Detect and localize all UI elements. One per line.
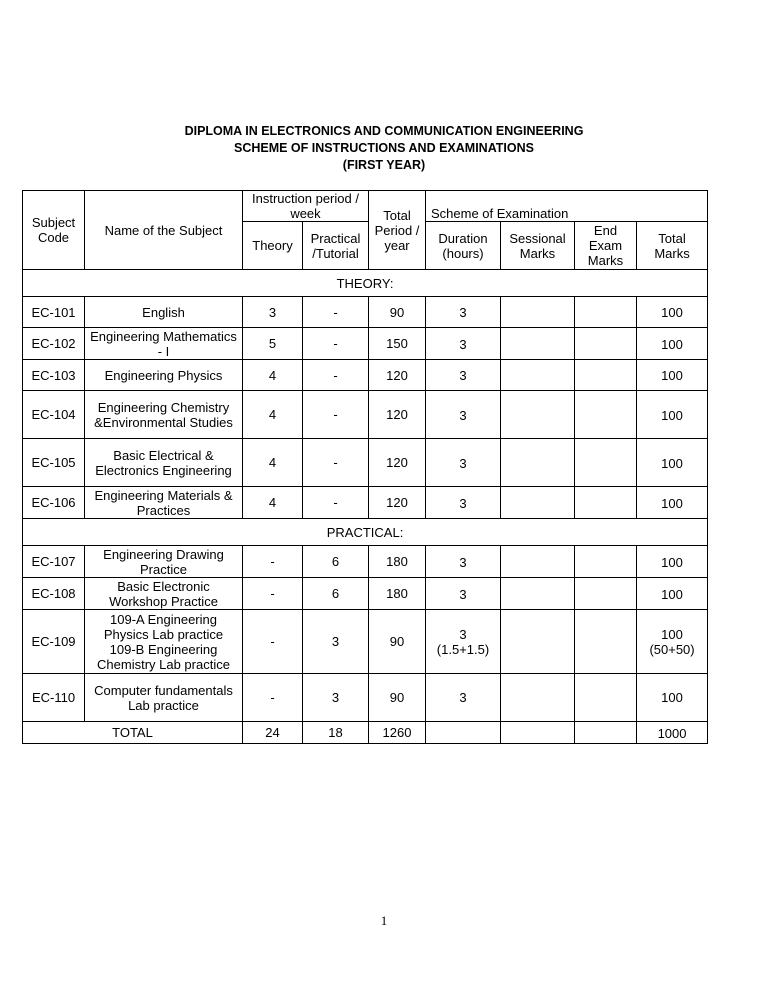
subject-name: Computer fundamentals Lab practice <box>85 674 243 722</box>
end-exam-value <box>575 487 637 519</box>
total-marks-value: 100 <box>637 297 708 328</box>
page-number: 1 <box>380 913 388 928</box>
total-marks-value <box>637 610 708 674</box>
total-marks-value: 100 <box>637 674 708 722</box>
duration-value: 3 <box>426 391 501 439</box>
sessional-value <box>501 360 575 391</box>
header-total-marks: Total Marks <box>637 222 708 270</box>
subject-code: EC-103 <box>23 360 85 391</box>
total-period-value: 120 <box>369 360 426 391</box>
end-exam-value <box>575 578 637 610</box>
end-exam-value <box>575 360 637 391</box>
program-title: DIPLOMA IN ELECTRONICS AND COMMUNICATION ENGINEERING <box>184 124 584 138</box>
table-row <box>23 328 708 360</box>
subject-name: English <box>85 297 243 328</box>
theory-value: - <box>243 578 303 610</box>
theory-value: - <box>243 610 303 674</box>
practical-value: - <box>303 487 369 519</box>
theory-value: - <box>243 546 303 578</box>
document-title-block <box>0 123 768 174</box>
subject-name: Engineering Materials & Practices <box>85 487 243 519</box>
total-marks-value: 100 <box>637 487 708 519</box>
duration-split: (1.5+1.5) <box>436 641 490 657</box>
subject-name: Basic Electronic Workshop Practice <box>85 578 243 610</box>
theory-value: - <box>243 674 303 722</box>
practical-value: - <box>303 328 369 360</box>
sessional-value <box>501 674 575 722</box>
practical-value: 6 <box>303 546 369 578</box>
subject-code: EC-107 <box>23 546 85 578</box>
practical-value: - <box>303 439 369 487</box>
table-row <box>23 297 708 328</box>
theory-value: 5 <box>243 328 303 360</box>
total-marks-value: 100 <box>637 360 708 391</box>
total-sessional <box>501 722 575 744</box>
table-row <box>23 439 708 487</box>
header-subject-code: Subject Code <box>23 191 85 270</box>
total-period-value: 150 <box>369 328 426 360</box>
total-marks-value: 100 <box>637 578 708 610</box>
sessional-value <box>501 297 575 328</box>
theory-value: 4 <box>243 487 303 519</box>
end-exam-value <box>575 610 637 674</box>
practical-value: 6 <box>303 578 369 610</box>
subject-name: Engineering Mathematics - I <box>85 328 243 360</box>
header-name: Name of the Subject <box>85 191 243 270</box>
subject-code: EC-106 <box>23 487 85 519</box>
header-duration: Duration (hours) <box>426 222 501 270</box>
practical-value: 3 <box>303 674 369 722</box>
scheme-title: SCHEME OF INSTRUCTIONS AND EXAMINATIONS <box>233 141 534 155</box>
section-practical: PRACTICAL: <box>23 519 708 546</box>
theory-value: 4 <box>243 391 303 439</box>
sessional-value <box>501 391 575 439</box>
subject-code: EC-102 <box>23 328 85 360</box>
end-exam-value <box>575 391 637 439</box>
header-sessional: Sessional Marks <box>501 222 575 270</box>
duration-main: 3 <box>459 626 467 642</box>
total-period-value: 120 <box>369 487 426 519</box>
total-period-value: 180 <box>369 546 426 578</box>
total-period-value: 120 <box>369 391 426 439</box>
practical-value: - <box>303 360 369 391</box>
end-exam-value <box>575 328 637 360</box>
subject-code: EC-101 <box>23 297 85 328</box>
total-marks-main: 100 <box>661 626 683 642</box>
subject-name: Engineering Physics <box>85 360 243 391</box>
subject-name-part-b: 109-B Engineering Chemistry Lab practice <box>97 641 230 672</box>
theory-value: 3 <box>243 297 303 328</box>
duration-value: 3 <box>426 439 501 487</box>
sessional-value <box>501 578 575 610</box>
practical-value: - <box>303 297 369 328</box>
total-period-value: 90 <box>369 674 426 722</box>
end-exam-value <box>575 674 637 722</box>
header-scheme: Scheme of Examination <box>426 191 708 222</box>
total-period: 1260 <box>369 722 426 744</box>
practical-value: - <box>303 391 369 439</box>
table-row <box>23 487 708 519</box>
table-row <box>23 360 708 391</box>
table-row <box>23 610 708 674</box>
subject-name-part-a: 109-A Engineering Physics Lab practice <box>103 611 224 642</box>
total-marks-value: 100 <box>637 328 708 360</box>
total-period-value: 120 <box>369 439 426 487</box>
header-total-period: Total Period / year <box>369 191 426 270</box>
duration-value <box>426 610 501 674</box>
practical-value: 3 <box>303 610 369 674</box>
subject-code: EC-110 <box>23 674 85 722</box>
header-theory: Theory <box>243 222 303 270</box>
subject-name: Basic Electrical & Electronics Engineering <box>85 439 243 487</box>
duration-value: 3 <box>426 360 501 391</box>
total-label: TOTAL <box>23 722 243 744</box>
total-marks-value: 100 <box>637 439 708 487</box>
table-row <box>23 546 708 578</box>
total-period-value: 90 <box>369 610 426 674</box>
theory-value: 4 <box>243 439 303 487</box>
duration-value: 3 <box>426 674 501 722</box>
subject-name: Engineering Drawing Practice <box>85 546 243 578</box>
table-row <box>23 674 708 722</box>
total-period-value: 180 <box>369 578 426 610</box>
sessional-value <box>501 439 575 487</box>
scheme-table <box>22 190 708 744</box>
sessional-value <box>501 487 575 519</box>
duration-value: 3 <box>426 328 501 360</box>
subject-name <box>85 610 243 674</box>
duration-value: 3 <box>426 546 501 578</box>
subject-code: EC-104 <box>23 391 85 439</box>
header-practical: Practical /Tutorial <box>303 222 369 270</box>
header-instruction: Instruction period / week <box>243 191 369 222</box>
sessional-value <box>501 546 575 578</box>
subject-code: EC-105 <box>23 439 85 487</box>
subject-code: EC-109 <box>23 610 85 674</box>
sessional-value <box>501 610 575 674</box>
total-row <box>23 722 708 744</box>
total-marks-value: 100 <box>637 391 708 439</box>
duration-value: 3 <box>426 487 501 519</box>
end-exam-value <box>575 439 637 487</box>
total-marks-value: 100 <box>637 546 708 578</box>
sessional-value <box>501 328 575 360</box>
total-practical: 18 <box>303 722 369 744</box>
duration-value: 3 <box>426 297 501 328</box>
header-end-exam: End Exam Marks <box>575 222 637 270</box>
total-theory: 24 <box>243 722 303 744</box>
table-row <box>23 578 708 610</box>
section-theory: THEORY: <box>23 270 708 297</box>
total-duration <box>426 722 501 744</box>
subject-name: Engineering Chemistry &Environmental Studies <box>85 391 243 439</box>
total-end-exam <box>575 722 637 744</box>
total-marks-split: (50+50) <box>649 641 695 657</box>
end-exam-value <box>575 297 637 328</box>
year-title: (FIRST YEAR) <box>342 158 426 172</box>
subject-code: EC-108 <box>23 578 85 610</box>
total-period-value: 90 <box>369 297 426 328</box>
table-row <box>23 391 708 439</box>
duration-value: 3 <box>426 578 501 610</box>
end-exam-value <box>575 546 637 578</box>
theory-value: 4 <box>243 360 303 391</box>
total-marks: 1000 <box>637 722 708 744</box>
